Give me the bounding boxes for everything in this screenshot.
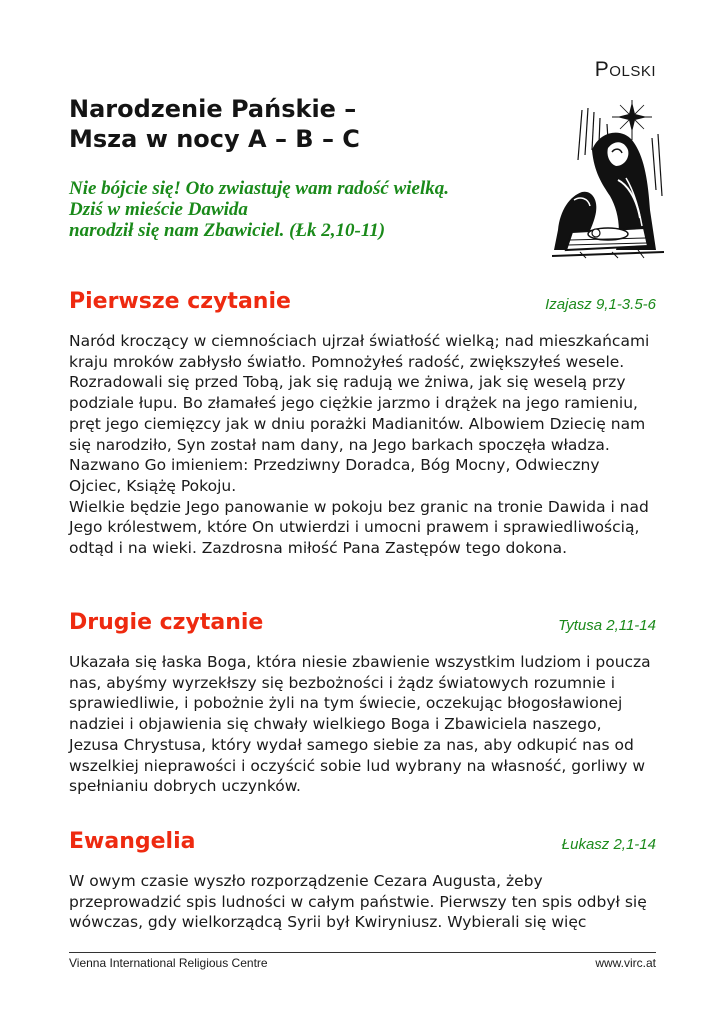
bible-reference: Łukasz 2,1-14	[561, 836, 656, 853]
section-title: Drugie czytanie	[69, 610, 264, 635]
footer-website: www.virc.at	[595, 956, 656, 970]
section-body	[69, 331, 656, 559]
intro-line-3: narodził się nam Zbawiciel. (Łk 2,10-11)	[69, 220, 386, 241]
intro-verse	[69, 178, 539, 241]
language-label: Polski	[594, 58, 656, 81]
footer-organization: Vienna International Religious Centre	[69, 956, 268, 970]
bible-reference: Tytusa 2,11-14	[558, 617, 656, 634]
section-body	[69, 652, 656, 797]
footer-divider	[69, 952, 656, 953]
title-line-1: Narodzenie Pańskie –	[69, 95, 357, 123]
section-header	[69, 289, 656, 319]
nativity-illustration	[552, 100, 664, 260]
bible-reference: Izajasz 9,1-3.5-6	[545, 296, 656, 313]
section-header	[69, 829, 656, 859]
section-title: Pierwsze czytanie	[69, 289, 291, 314]
section-title: Ewangelia	[69, 829, 196, 854]
paragraph: W owym czasie wyszło rozporządzenie Cezara Augusta, żeby przeprowadzić spis ludności w całym państwie. Pierwszy ten spis odbył się wówczas, gdy wielkorządcą Syrii był Kwiryniusz. Wybierali się więc	[69, 872, 647, 932]
page-title	[69, 94, 360, 154]
section-body	[69, 871, 656, 933]
paragraph: Ukazała się łaska Boga, która niesie zbawienie wszystkim ludziom i poucza nas, abyśmy wyrzekłszy się bezbożności i żądz światowych rozumnie i sprawiedliwie, i pobożnie żyli na tym świecie, oczekując błogosławionej nadziei i objawienia się chwały wielkiego Boga i Zbawiciela naszego, Jezusa Chrystusa, który wydał samego siebie za nas, aby odkupić nas od wszelkiej nieprawości i oczyścić sobie lud wybrany na własność, gorliwy w spełnianiu dobrych uczynków.	[69, 653, 651, 796]
intro-line-2: Dziś w mieście Dawida	[69, 199, 248, 220]
title-line-2: Msza w nocy A – B – C	[69, 125, 360, 153]
intro-line-1: Nie bójcie się! Oto zwiastuję wam radość wielką.	[69, 178, 449, 199]
reading-first	[69, 289, 656, 559]
section-header	[69, 610, 656, 640]
reading-second	[69, 610, 656, 797]
paragraph: Naród kroczący w ciemnościach ujrzał światłość wielką; nad mieszkańcami kraju mroków zabłysło światło. Pomnożyłeś radość, zwiększyłeś wesele. Rozradowali się przed Tobą, jak się radują we żniwa, jak się weselą przy podziale łupu. Bo złamałeś jego ciężkie jarzmo i drążek na jego ramieniu, pręt jego ciemięzcy jak w dniu porażki Madianitów. Albowiem Dziecię nam się narodziło, Syn został nam dany, na Jego barkach spoczęła władza. Nazwano Go imieniem: Przedziwny Doradca, Bóg Mocny, Odwieczny Ojciec, Książę Pokoju.	[69, 332, 650, 495]
reading-gospel	[69, 829, 656, 933]
paragraph: Wielkie będzie Jego panowanie w pokoju bez granic na tronie Dawida i nad Jego królestwem, które On utwierdzi i umocni prawem i sprawiedliwością, odtąd i na wieki. Zazdrosna miłość Pana Zastępów tego dokona.	[69, 497, 649, 558]
